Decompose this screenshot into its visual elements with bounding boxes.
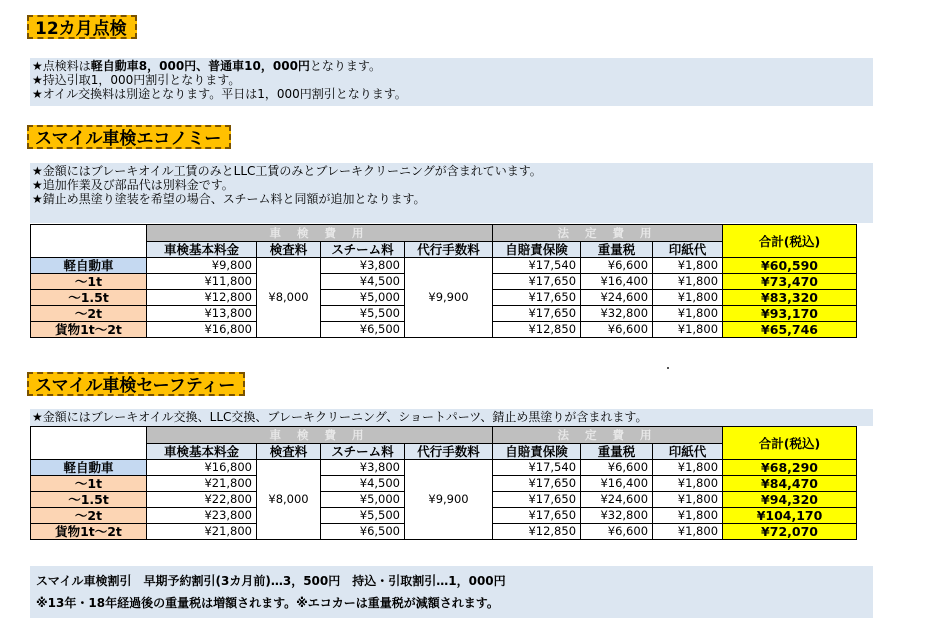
header-row-group bbox=[31, 427, 857, 444]
notes-12month bbox=[30, 58, 873, 106]
stamp-fee: ¥1,800 bbox=[653, 492, 723, 508]
column-header-jibai: 自賠責保険 bbox=[493, 444, 581, 460]
steam-fee: ¥3,800 bbox=[321, 258, 405, 274]
total-amount: ¥72,070 bbox=[723, 524, 857, 540]
vehicle-class: 軽自動車 bbox=[31, 460, 147, 476]
vehicle-class: 貨物1t～2t bbox=[31, 524, 147, 540]
steam-fee: ¥5,000 bbox=[321, 492, 405, 508]
total-amount: ¥60,590 bbox=[723, 258, 857, 274]
column-header-daiko: 代行手数料 bbox=[405, 242, 493, 258]
vehicle-class: ～1.5t bbox=[31, 290, 147, 306]
steam-fee: ¥4,500 bbox=[321, 274, 405, 290]
liability-insurance: ¥17,650 bbox=[493, 274, 581, 290]
steam-fee: ¥5,500 bbox=[321, 508, 405, 524]
stamp-fee: ¥1,800 bbox=[653, 476, 723, 492]
steam-fee: ¥6,500 bbox=[321, 524, 405, 540]
liability-insurance: ¥12,850 bbox=[493, 524, 581, 540]
corner-cell bbox=[31, 225, 147, 258]
total-amount: ¥65,746 bbox=[723, 322, 857, 338]
vehicle-class: 貨物1t～2t bbox=[31, 322, 147, 338]
stamp-fee: ¥1,800 bbox=[653, 306, 723, 322]
stray-dot bbox=[667, 367, 669, 369]
stamp-fee: ¥1,800 bbox=[653, 508, 723, 524]
stamp-fee: ¥1,800 bbox=[653, 460, 723, 476]
weight-tax: ¥24,600 bbox=[581, 290, 653, 306]
header-row-group bbox=[31, 225, 857, 242]
weight-tax: ¥16,400 bbox=[581, 476, 653, 492]
note-line: ★オイル交換料は別途となります。平日は1，000円割引となります。 bbox=[32, 87, 407, 101]
weight-tax: ¥6,600 bbox=[581, 460, 653, 476]
inspection-fee: ¥8,000 bbox=[257, 460, 321, 540]
stamp-fee: ¥1,800 bbox=[653, 524, 723, 540]
stamp-fee: ¥1,800 bbox=[653, 274, 723, 290]
discount-notes bbox=[30, 566, 873, 618]
liability-insurance: ¥12,850 bbox=[493, 322, 581, 338]
vehicle-class: ～1.5t bbox=[31, 492, 147, 508]
column-header-inshi: 印紙代 bbox=[653, 242, 723, 258]
weight-tax: ¥24,600 bbox=[581, 492, 653, 508]
table-row bbox=[31, 258, 857, 274]
corner-cell bbox=[31, 427, 147, 460]
tax-note-line: ※13年・18年経過後の重量税は増額されます。※エコカーは重量税が減額されます。 bbox=[36, 596, 499, 610]
steam-fee: ¥5,500 bbox=[321, 306, 405, 322]
vehicle-class: 軽自動車 bbox=[31, 258, 147, 274]
weight-tax: ¥6,600 bbox=[581, 322, 653, 338]
basic-fee: ¥23,800 bbox=[147, 508, 257, 524]
discount-line: スマイル車検割引 早期予約割引(3カ月前)…3，500円 持込・引取割引…1，000円 bbox=[36, 574, 506, 588]
basic-fee: ¥13,800 bbox=[147, 306, 257, 322]
total-header: 合計(税込) bbox=[723, 225, 857, 258]
total-amount: ¥93,170 bbox=[723, 306, 857, 322]
basic-fee: ¥21,800 bbox=[147, 524, 257, 540]
liability-insurance: ¥17,650 bbox=[493, 492, 581, 508]
note-line: ★追加作業及び部品代は別料金です。 bbox=[32, 178, 234, 192]
basic-fee: ¥11,800 bbox=[147, 274, 257, 290]
agency-fee: ¥9,900 bbox=[405, 258, 493, 338]
notes-safety bbox=[30, 409, 873, 426]
column-header-steam: スチーム料 bbox=[321, 444, 405, 460]
basic-fee: ¥9,800 bbox=[147, 258, 257, 274]
weight-tax: ¥16,400 bbox=[581, 274, 653, 290]
column-header-basic: 車検基本料金 bbox=[147, 444, 257, 460]
total-amount: ¥83,320 bbox=[723, 290, 857, 306]
agency-fee: ¥9,900 bbox=[405, 460, 493, 540]
vehicle-class: ～2t bbox=[31, 508, 147, 524]
price-table-safety bbox=[30, 426, 857, 540]
note-line: ★金額にはブレーキオイル交換、LLC交換、ブレーキクリーニング、ショートパーツ、錆止め黒塗りが含まれます。 bbox=[32, 410, 648, 424]
basic-fee: ¥22,800 bbox=[147, 492, 257, 508]
basic-fee: ¥16,800 bbox=[147, 322, 257, 338]
basic-fee: ¥21,800 bbox=[147, 476, 257, 492]
price-table-economy bbox=[30, 224, 857, 338]
section-title-economy: スマイル車検エコノミー bbox=[27, 125, 231, 149]
note-line: ★錆止め黒塗り塗装を希望の場合、スチーム料と同額が追加となります。 bbox=[32, 192, 426, 206]
weight-tax: ¥32,800 bbox=[581, 508, 653, 524]
weight-tax: ¥6,600 bbox=[581, 524, 653, 540]
total-header: 合計(税込) bbox=[723, 427, 857, 460]
weight-tax: ¥6,600 bbox=[581, 258, 653, 274]
liability-insurance: ¥17,650 bbox=[493, 476, 581, 492]
note-line: ★金額にはブレーキオイル工賃のみとLLC工賃のみとブレーキクリーニングが含まれています。 bbox=[32, 164, 542, 178]
liability-insurance: ¥17,650 bbox=[493, 290, 581, 306]
section-title-safety: スマイル車検セーフティー bbox=[27, 372, 245, 396]
column-header-jibai: 自賠責保険 bbox=[493, 242, 581, 258]
column-header-kensa: 検査料 bbox=[257, 242, 321, 258]
steam-fee: ¥3,800 bbox=[321, 460, 405, 476]
table-row bbox=[31, 460, 857, 476]
column-header-daiko: 代行手数料 bbox=[405, 444, 493, 460]
basic-fee: ¥16,800 bbox=[147, 460, 257, 476]
column-header-steam: スチーム料 bbox=[321, 242, 405, 258]
stamp-fee: ¥1,800 bbox=[653, 290, 723, 306]
liability-insurance: ¥17,540 bbox=[493, 460, 581, 476]
vehicle-class: ～1t bbox=[31, 274, 147, 290]
notes-economy bbox=[30, 163, 873, 223]
total-amount: ¥94,320 bbox=[723, 492, 857, 508]
inspection-fee: ¥8,000 bbox=[257, 258, 321, 338]
basic-fee: ¥12,800 bbox=[147, 290, 257, 306]
note-line: ★点検料は軽自動車8，000円、普通車10，000円となります。 bbox=[32, 59, 381, 73]
steam-fee: ¥5,000 bbox=[321, 290, 405, 306]
total-amount: ¥68,290 bbox=[723, 460, 857, 476]
vehicle-class: ～2t bbox=[31, 306, 147, 322]
stamp-fee: ¥1,800 bbox=[653, 258, 723, 274]
section-title-12month: 12カ月点検 bbox=[27, 15, 137, 39]
liability-insurance: ¥17,650 bbox=[493, 306, 581, 322]
total-amount: ¥84,470 bbox=[723, 476, 857, 492]
note-line: ★持込引取1，000円割引となります。 bbox=[32, 73, 241, 87]
total-amount: ¥73,470 bbox=[723, 274, 857, 290]
weight-tax: ¥32,800 bbox=[581, 306, 653, 322]
total-amount: ¥104,170 bbox=[723, 508, 857, 524]
vehicle-class: ～1t bbox=[31, 476, 147, 492]
column-header-kensa: 検査料 bbox=[257, 444, 321, 460]
steam-fee: ¥4,500 bbox=[321, 476, 405, 492]
column-header-inshi: 印紙代 bbox=[653, 444, 723, 460]
group-header-hotei: 法 定 費 用 bbox=[493, 427, 723, 444]
liability-insurance: ¥17,540 bbox=[493, 258, 581, 274]
column-header-juryo: 重量税 bbox=[581, 444, 653, 460]
column-header-juryo: 重量税 bbox=[581, 242, 653, 258]
steam-fee: ¥6,500 bbox=[321, 322, 405, 338]
group-header-shaken: 車 検 費 用 bbox=[147, 225, 493, 242]
column-header-basic: 車検基本料金 bbox=[147, 242, 257, 258]
liability-insurance: ¥17,650 bbox=[493, 508, 581, 524]
group-header-shaken: 車 検 費 用 bbox=[147, 427, 493, 444]
stamp-fee: ¥1,800 bbox=[653, 322, 723, 338]
group-header-hotei: 法 定 費 用 bbox=[493, 225, 723, 242]
